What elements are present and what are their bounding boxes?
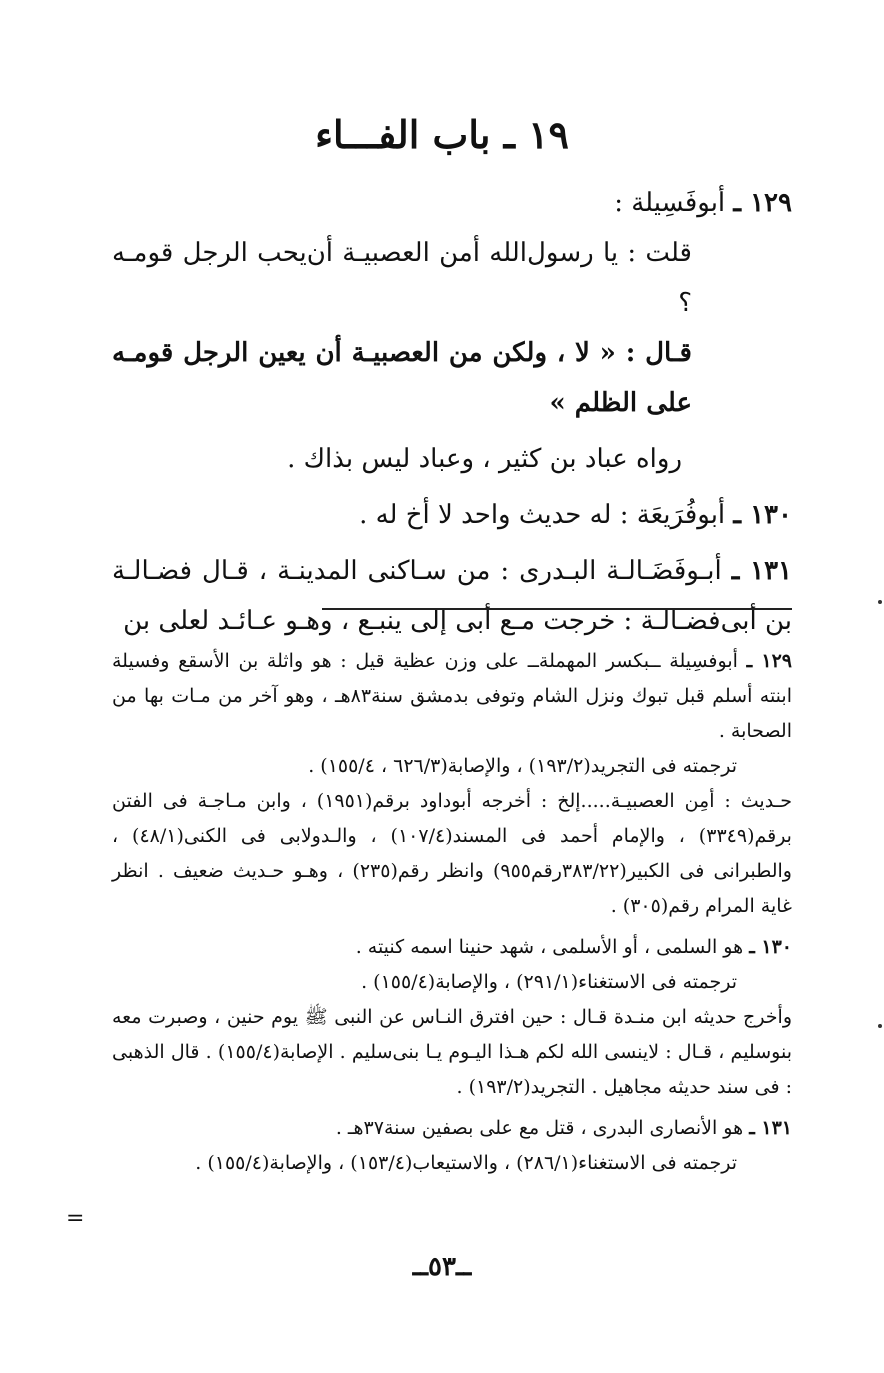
page-number: ــ٥٣ــ bbox=[412, 1252, 472, 1282]
footnotes bbox=[112, 644, 792, 1181]
entry-130-number: ١٣٠ ـ bbox=[733, 500, 792, 530]
footnote-129-number: ١٢٩ ـ bbox=[746, 650, 793, 672]
footnote-131 bbox=[112, 1111, 792, 1146]
margin-dot bbox=[878, 600, 882, 604]
entry-131-text: أبـوفَضَـالـة البـدرى : من سـاكنى المدينـة ، قـال فضـالـة بن أبى‌فضـالـة : خرجت مـع أبى إلى ينبـع ، وهـو عـائـد لعلى بن bbox=[112, 556, 792, 636]
footnote-131-text: هو الأنصارى البدرى ، قتل مع على بصفين سنة٣٧هـ . bbox=[335, 1117, 744, 1139]
entry-131 bbox=[112, 546, 792, 646]
footnote-129-hadith: حـديث : أمِن العصبيـة.....إلخ : أخرجه أبوداود برقم(١٩٥١) ، وابن مـاجـة فى الفتن برقم(٣٣٤٩) ، والإمام أحمد فى المسند(١٠٧/٤) ، والـدولابى فى الكنى(٤٨/١) ، والطبرانى فى الكبير(٣٨٣/٢٢رقم٩٥٥) وانظر رقم(٢٣٥) ، وهـو حـديث ضعيف . انظر غاية المرام رقم(٣٠٥) . bbox=[112, 790, 792, 917]
footnote-129-biography: ترجمته فى التجريد(١٩٣/٢) ، والإصابة(٦٢٦/٣ ، ١٥٥/٤) . bbox=[308, 755, 737, 777]
entry-130 bbox=[112, 490, 792, 540]
entry-129-heading bbox=[112, 178, 792, 228]
footnote-129 bbox=[112, 644, 792, 749]
footnote-130-text: هو السلمى ، أو الأسلمى ، شهد حنينا اسمه كنيته . bbox=[355, 936, 744, 958]
chapter-title: ١٩ ـ باب الفـــاء bbox=[315, 112, 569, 157]
footnote-130-hadith: وأخرج حديثه ابن منـدة قـال : حين افترق النـاس عن النبى ﷺ يوم حنين ، وصبرت معه بنوسليم ، قـال : لاينسى الله لكم هـذا اليـوم يـا بنى‌سليم . الإصابة(١٥٥/٤) . قال الذهبى : فى سند حديثه مجاهيل . التجريد(١٩٣/٢) . bbox=[112, 1006, 792, 1098]
footnote-130 bbox=[112, 930, 792, 965]
entry-131-number: ١٣١ ـ bbox=[731, 556, 793, 586]
footnote-131-biography: ترجمته فى الاستغناء(٢٨٦/١) ، والاستيعاب(١٥٣/٤) ، والإصابة(١٥٥/٤) . bbox=[195, 1152, 737, 1174]
footnote-129-text: أبوفسِيلة ــبكسر المهملةــ على وزن عظية قيل : هو واثلة بن الأسقع وفسيلة ابنته أسلم قبل تبوك ونزل الشام وتوفى بدمشق سنة٨٣هـ ، وهو آخر من مـات بها من الصحابة . bbox=[112, 650, 792, 742]
footnote-130-biography: ترجمته فى الاستغناء(٢٩١/١) ، والإصابة(١٥٥/٤) . bbox=[361, 971, 737, 993]
main-text bbox=[112, 178, 792, 646]
entry-129-answer: قـال : « لا ، ولكن من العصبيـة أن يعين الرجل قومـه على الظلم » bbox=[112, 338, 692, 418]
footnote-131-number: ١٣١ ـ bbox=[749, 1117, 792, 1139]
footnote-130-number: ١٣٠ ـ bbox=[749, 936, 792, 958]
entry-129-number: ١٢٩ ـ bbox=[733, 188, 792, 218]
margin-mark: = bbox=[66, 1206, 85, 1231]
entry-129-name: أبوفَسِيلة : bbox=[614, 188, 726, 218]
footnote-divider bbox=[322, 608, 792, 610]
margin-dot bbox=[878, 1024, 882, 1028]
entry-130-text: أبوفُرَيعَة : له حديث واحد لا أخ له . bbox=[359, 500, 726, 530]
entry-129-question: قلت : يا رسول‌الله أمن العصبيـة أن‌يحب الرجل قومـه ؟ bbox=[112, 238, 692, 318]
entry-129-narration: رواه عباد بن كثير ، وعباد ليس بذاك . bbox=[287, 444, 682, 474]
